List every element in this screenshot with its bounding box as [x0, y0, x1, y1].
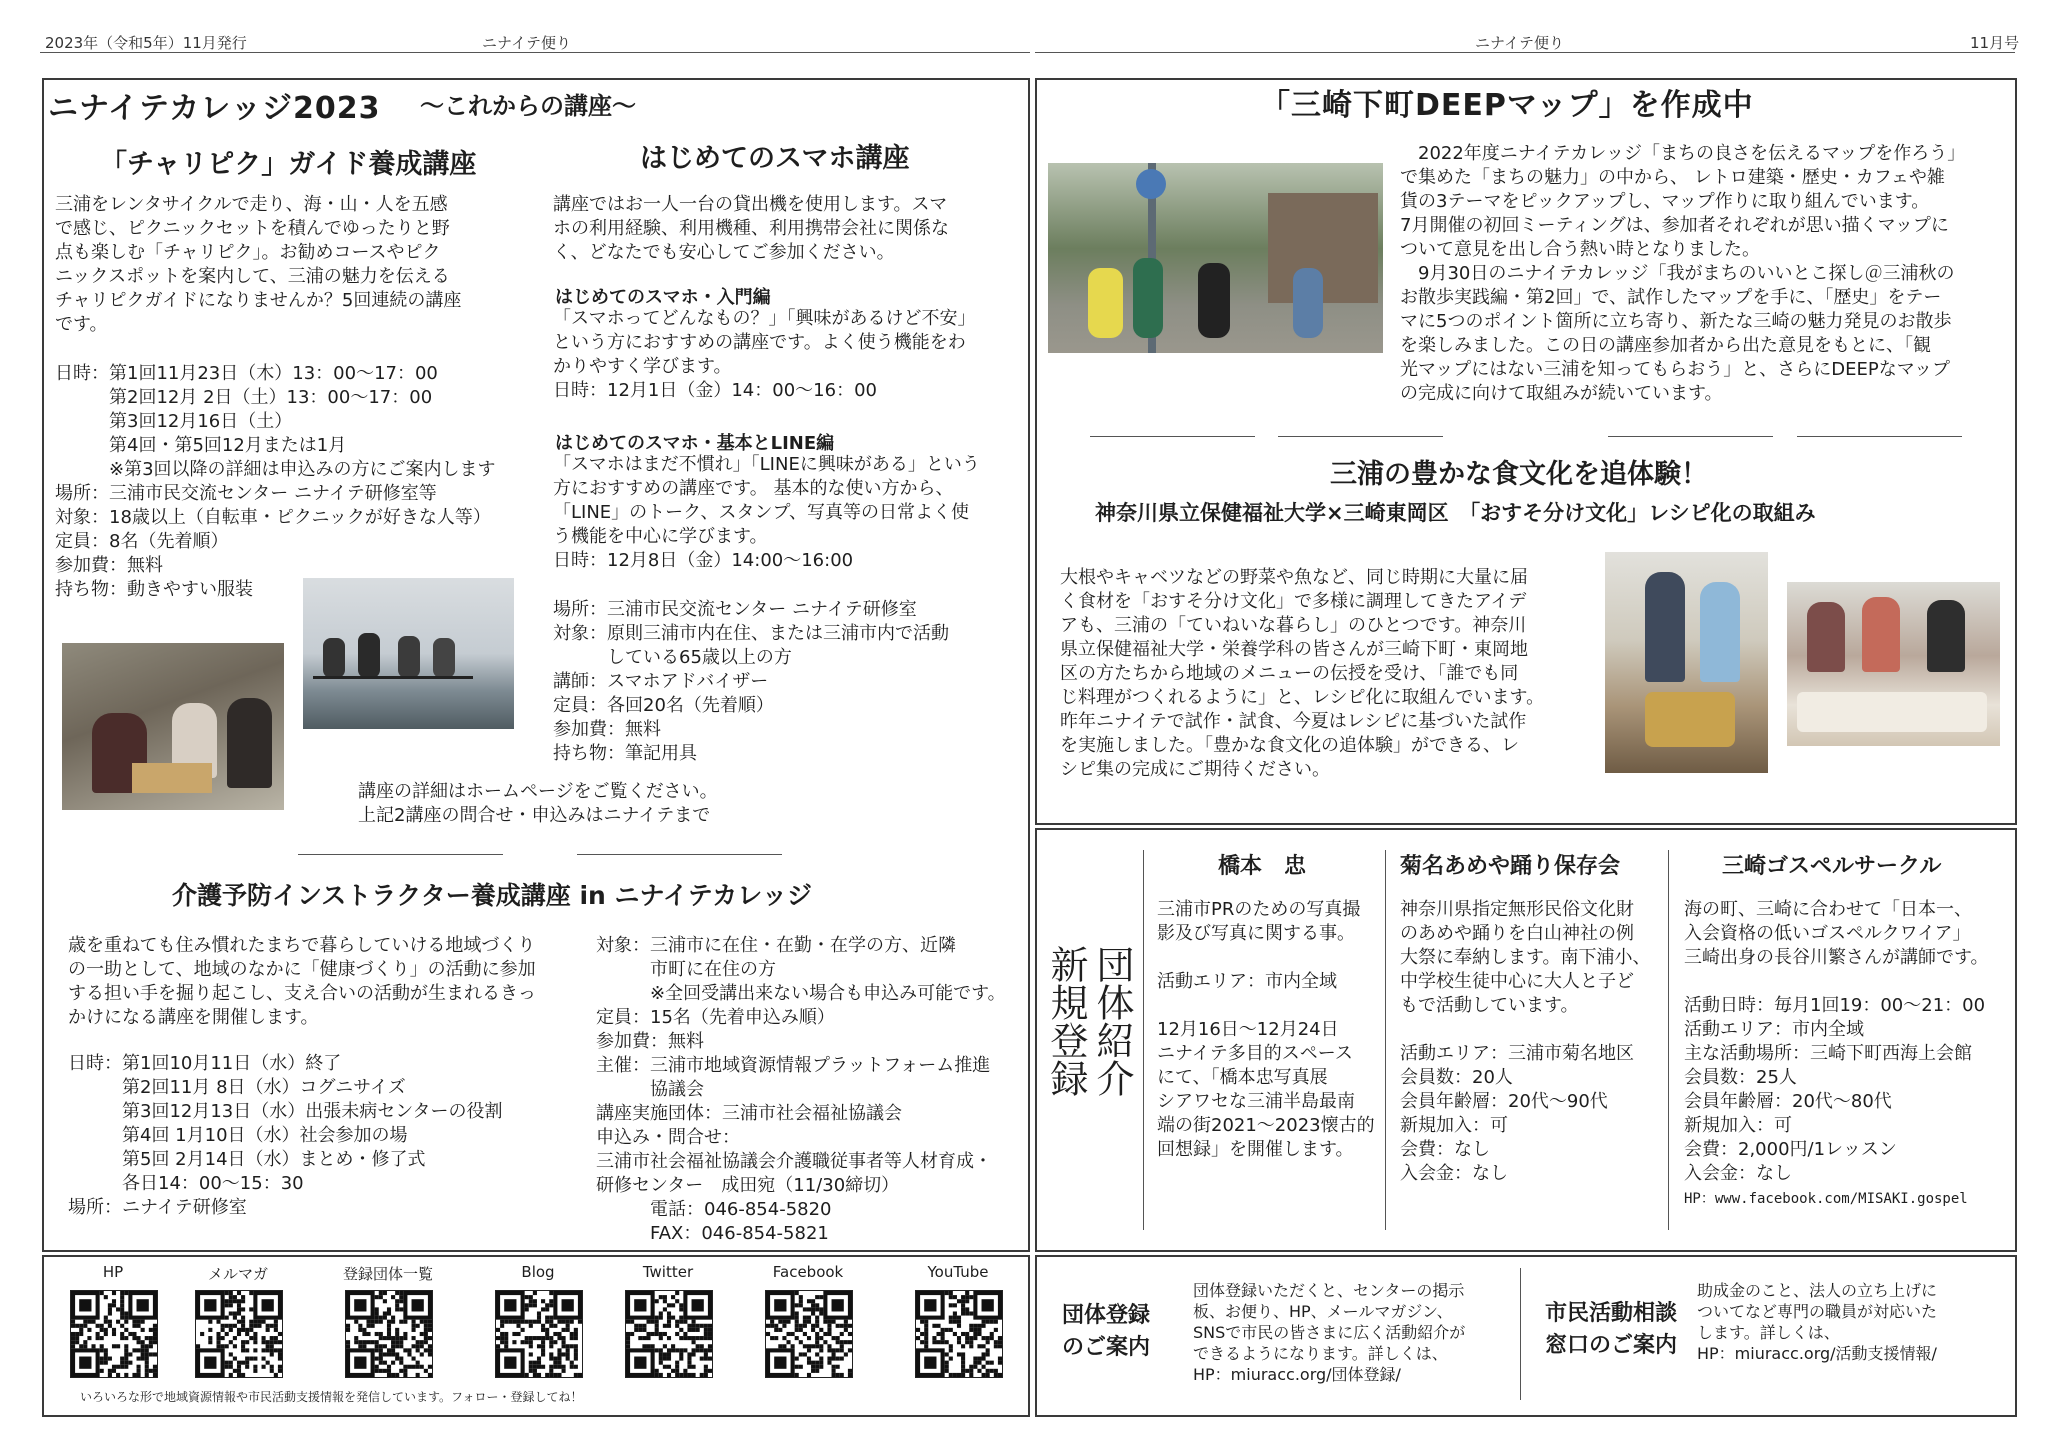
group-body-ameya: 神奈川県指定無形民俗文化財 のあめや踊りを白山神社の例 大祭に奉納します。南下浦小、 中学校生徒中心に大人と子ど もで活動しています。 活動エリア：三浦市菊名地区 会員数：20人 会員年齢層：20代〜90代 新規加入：可 会費：なし 入会金：なし	[1400, 899, 1651, 1184]
qr-label: Facebook	[772, 1263, 844, 1281]
qr-code-icon[interactable]	[765, 1290, 853, 1378]
divider	[1608, 436, 1773, 437]
divider	[298, 854, 503, 855]
qr-label: Blog	[521, 1263, 555, 1281]
group-body-gospel: 海の町、三崎に合わせて「日本一、 入会資格の低いゴスペルクワイア」 三崎出身の長谷川繁さんが講師です。 活動日時：毎月1回19：00〜21：00 活動エリア：市内全域 主な活動場所：三崎下町西海上会館 会員数：25人 会員年齢層：20代〜80代 新規加入：可 会費：2,000円/1レッスン 入会金：なし	[1684, 899, 1989, 1184]
qr-label: メルマガ	[207, 1265, 268, 1283]
deepmap-body: 2022年度ニナイテカレッジ「まちの良さを伝えるマップを作ろう」 で集めた「まちの魅力」の中から、 レトロ建築・歴史・カフェや雑 貨の3テーマをピックアップし、マップ作りに取り組んでいます。 7月開催の初回ミーティングは、参加者それぞれが思い描くマップに ついて意見を出し合う熱い時となりました。 9月30日のニナイテカレッジ「我がまちのいいとこ探し＠三浦秋の お散歩実践編・第2回」で、試作したマップを手に、「歴史」をテー マに5つのポイント箇所に立ち寄り、新たな三崎の魅力発見のお散歩 を楽しみました。この日の講座参加者から出た意見をもとに、「観 光マップにはない三浦を知ってもらおう」と、さらにDEEPなマップ の完成に向けて取組みが続いています。	[1400, 143, 1966, 404]
consult-title: 市民活動相談 窓口のご案内	[1545, 1301, 1678, 1358]
cooking-photo-1	[1605, 552, 1768, 773]
cycling-photo	[303, 578, 514, 729]
college-note: 講座の詳細はホームページをご覧ください。 上記2講座の問合せ・申込みはニナイテまで	[358, 781, 718, 826]
new-groups-label-right: 団体紹介	[1090, 945, 1134, 1097]
charipic-heading: 「チャリピク」ガイド養成講座	[100, 149, 477, 180]
qr-label: HP	[102, 1263, 124, 1281]
smartphone-details: 場所：三浦市民交流センター ニナイテ研修室 対象：原則三浦市内在住、または三浦市内で活動 している65歳以上の方 講師：スマホアドバイザー 定員：各回20名（先着順） 参加費：無料 持ち物：筆記用具	[553, 599, 949, 764]
group-separator	[1143, 850, 1144, 1230]
kaigo-body: 歳を重ねても住み慣れたまちで暮らしていける地域づくり の一助として、地域のなかに「健康づくり」の活動に参加 する担い手を掘り起こし、支え合いの活動が生まれるきっ かけになる講座を開催します。	[68, 935, 536, 1028]
header-rule-right	[1035, 52, 2015, 53]
qr-code-icon[interactable]	[195, 1290, 283, 1378]
charipic-body: 三浦をレンタサイクルで走り、海・山・人を五感 で感じ、ピクニックセットを積んでゆったりと野 点も楽しむ「チャリピク」。お勧めコースやピク ニックスポットを案内して、三浦の魅力を伝える チャリピクガイドになりませんか？5回連続の講座 です。	[55, 194, 462, 335]
food-body: 大根やキャベツなどの野菜や魚など、同じ時期に大量に届 く食材を「おすそ分け文化」で多様に調理してきたアイデ アも、三浦の「ていねいな暮らし」のひとつです。神奈川 県立保健福祉大学・栄養学科の皆さんが三崎下町・東岡地 区の方たちから地域のメニューの伝授を受け、「誰でも同 じ料理がつくれるように」と、レシピ化に取組んでいます。 昨年ニナイテで試作・試食、今夏はレシピに基づいた試作 を実施しました。「豊かな食文化の追体験」ができる、レ シピ集の完成にご期待ください。	[1060, 567, 1545, 780]
deepmap-heading: 「三崎下町DEEPマップ」を作成中	[1260, 88, 1754, 123]
college-subtitle: 〜これからの講座〜	[420, 92, 636, 120]
qr-code-icon[interactable]	[70, 1290, 158, 1378]
registration-body: 団体登録いただくと、センターの掲示 板、お便り、HP、メールマガジン、 SNSで市民の皆さまに広く活動紹介が できるようになります。詳しくは、 HP：miuracc.org/団体登録/	[1193, 1281, 1466, 1384]
divider	[1797, 436, 1962, 437]
cooking-photo-2	[1787, 582, 2000, 746]
divider	[577, 854, 782, 855]
gospel-facebook-link[interactable]: HP：www.facebook.com/MISAKI.gospel	[1684, 1191, 1968, 1207]
header-rule-left	[40, 52, 1030, 53]
registration-title: 団体登録 のご案内	[1062, 1303, 1151, 1360]
deepmap-photo	[1048, 163, 1383, 353]
qr-code-icon[interactable]	[625, 1290, 713, 1378]
qr-code-icon[interactable]	[345, 1290, 433, 1378]
college-title: ニナイテカレッジ2023	[48, 91, 381, 126]
qr-code-icon[interactable]	[915, 1290, 1003, 1378]
smartphone-heading: はじめてのスマホ講座	[640, 143, 910, 174]
group-separator	[1385, 850, 1386, 1230]
kaigo-schedule: 日時：第1回10月11日（水）終了 第2回11月 8日（水）コグニサイズ 第3回12月13日（水）出張未病センターの役割 第4回 1月10日（水）社会参加の場 第5回 2月14日（水）まとめ・修了式 各日14：00〜15：30 場所：ニナイテ研修室	[68, 1053, 503, 1218]
qr-label: 登録団体一覧	[342, 1265, 433, 1283]
group-name-hashimoto: 橋本 忠	[1218, 854, 1307, 879]
info-separator	[1520, 1268, 1521, 1400]
divider	[1090, 436, 1255, 437]
group-body-hashimoto: 三浦市PRのための写真撮 影及び写真に関する事。 活動エリア：市内全域 12月16日〜12月24日 ニナイテ多目的スペース にて、「橋本忠写真展 シアワセな三浦半島最南 端の街2021〜2023懐古的 回想録」を開催します。	[1157, 899, 1375, 1160]
qr-label: YouTube	[927, 1263, 989, 1281]
smartphone-intro: 講座ではお一人一台の貸出機を使用します。スマ ホの利用経験、利用機種、利用携帯会社に関係な く、どなたでも安心してご参加ください。	[553, 194, 949, 263]
kaigo-heading: 介護予防インストラクター養成講座 in ニナイテカレッジ	[172, 881, 813, 910]
food-heading: 三浦の豊かな食文化を追体験！	[1330, 459, 1708, 490]
group-name-ameya: 菊名あめや踊り保存会	[1400, 854, 1621, 879]
newsletter-name-left: ニナイテ便り	[482, 34, 571, 52]
food-subheading: 神奈川県立保健福祉大学×三崎東岡区 「おすそ分け文化」レシピ化の取組み	[1095, 501, 1816, 525]
smartphone-course1-title: はじめてのスマホ・入門編	[555, 287, 771, 308]
qr-label: Twitter	[642, 1263, 694, 1281]
issue-month: 11月号	[1970, 34, 2020, 52]
smartphone-course2-title: はじめてのスマホ・基本とLINE編	[555, 433, 835, 454]
smartphone-course2-body: 「スマホはまだ不慣れ」「LINEに興味がある」という 方におすすめの講座です。 基本的な使い方から、 「LINE」のトーク、スタンプ、写真等の日常よく使 う機能を中心に学びます。 日時：12月8日（金）14:00〜16:00	[553, 454, 980, 571]
group-name-gospel: 三崎ゴスペルサークル	[1722, 854, 1942, 879]
qr-footer-note: いろいろな形で地域資源情報や市民活動支援情報を発信しています。フォロー・登録してね！	[80, 1390, 583, 1404]
qr-code-icon[interactable]	[495, 1290, 583, 1378]
kaigo-details: 対象：三浦市に在住・在勤・在学の方、近隣 市町に在住の方 ※全回受講出来ない場合も申込み可能です。 定員：15名（先着申込み順） 参加費：無料 主催：三浦市地域資源情報プラットフォーム推進 協議会 講座実施団体：三浦市社会福祉協議会 申込み・問合せ： 三浦市社会福祉協議会介護職従事者等人材育成・ 研修センター 成田宛（11/30締切） 電話：046-854-5820 FAX：046-854-5821	[596, 935, 1006, 1244]
consult-body: 助成金のこと、法人の立ち上げに ついてなど専門の職員が対応いた します。詳しくは、 HP：miuracc.org/活動支援情報/	[1697, 1281, 1938, 1363]
smartphone-course1-body: 「スマホってどんなもの？」「興味があるけど不安」 という方におすすめの講座です。よく使う機能をわ かりやすく学びます。 日時：12月1日（金）14：00〜16：00	[553, 308, 976, 401]
picnic-photo	[62, 643, 284, 810]
newsletter-name-right: ニナイテ便り	[1475, 34, 1564, 52]
divider	[1278, 436, 1443, 437]
issue-date: 2023年（令和5年）11月発行	[45, 34, 247, 52]
new-groups-label-left: 新規登録	[1044, 945, 1088, 1097]
group-separator	[1668, 850, 1669, 1230]
charipic-details: 日時：第1回11月23日（木）13：00〜17：00 第2回12月 2日（土）13：00〜17：00 第3回12月16日（土） 第4回・第5回12月または1月 ※第3回以降の詳細は申込みの方にご案内します 場所：三浦市民交流センター ニナイテ研修室等 対象：18歳以上（自転車・ピクニックが好きな人等） 定員：8名（先着順） 参加費：無料 持ち物：動きやすい服装	[55, 363, 496, 600]
